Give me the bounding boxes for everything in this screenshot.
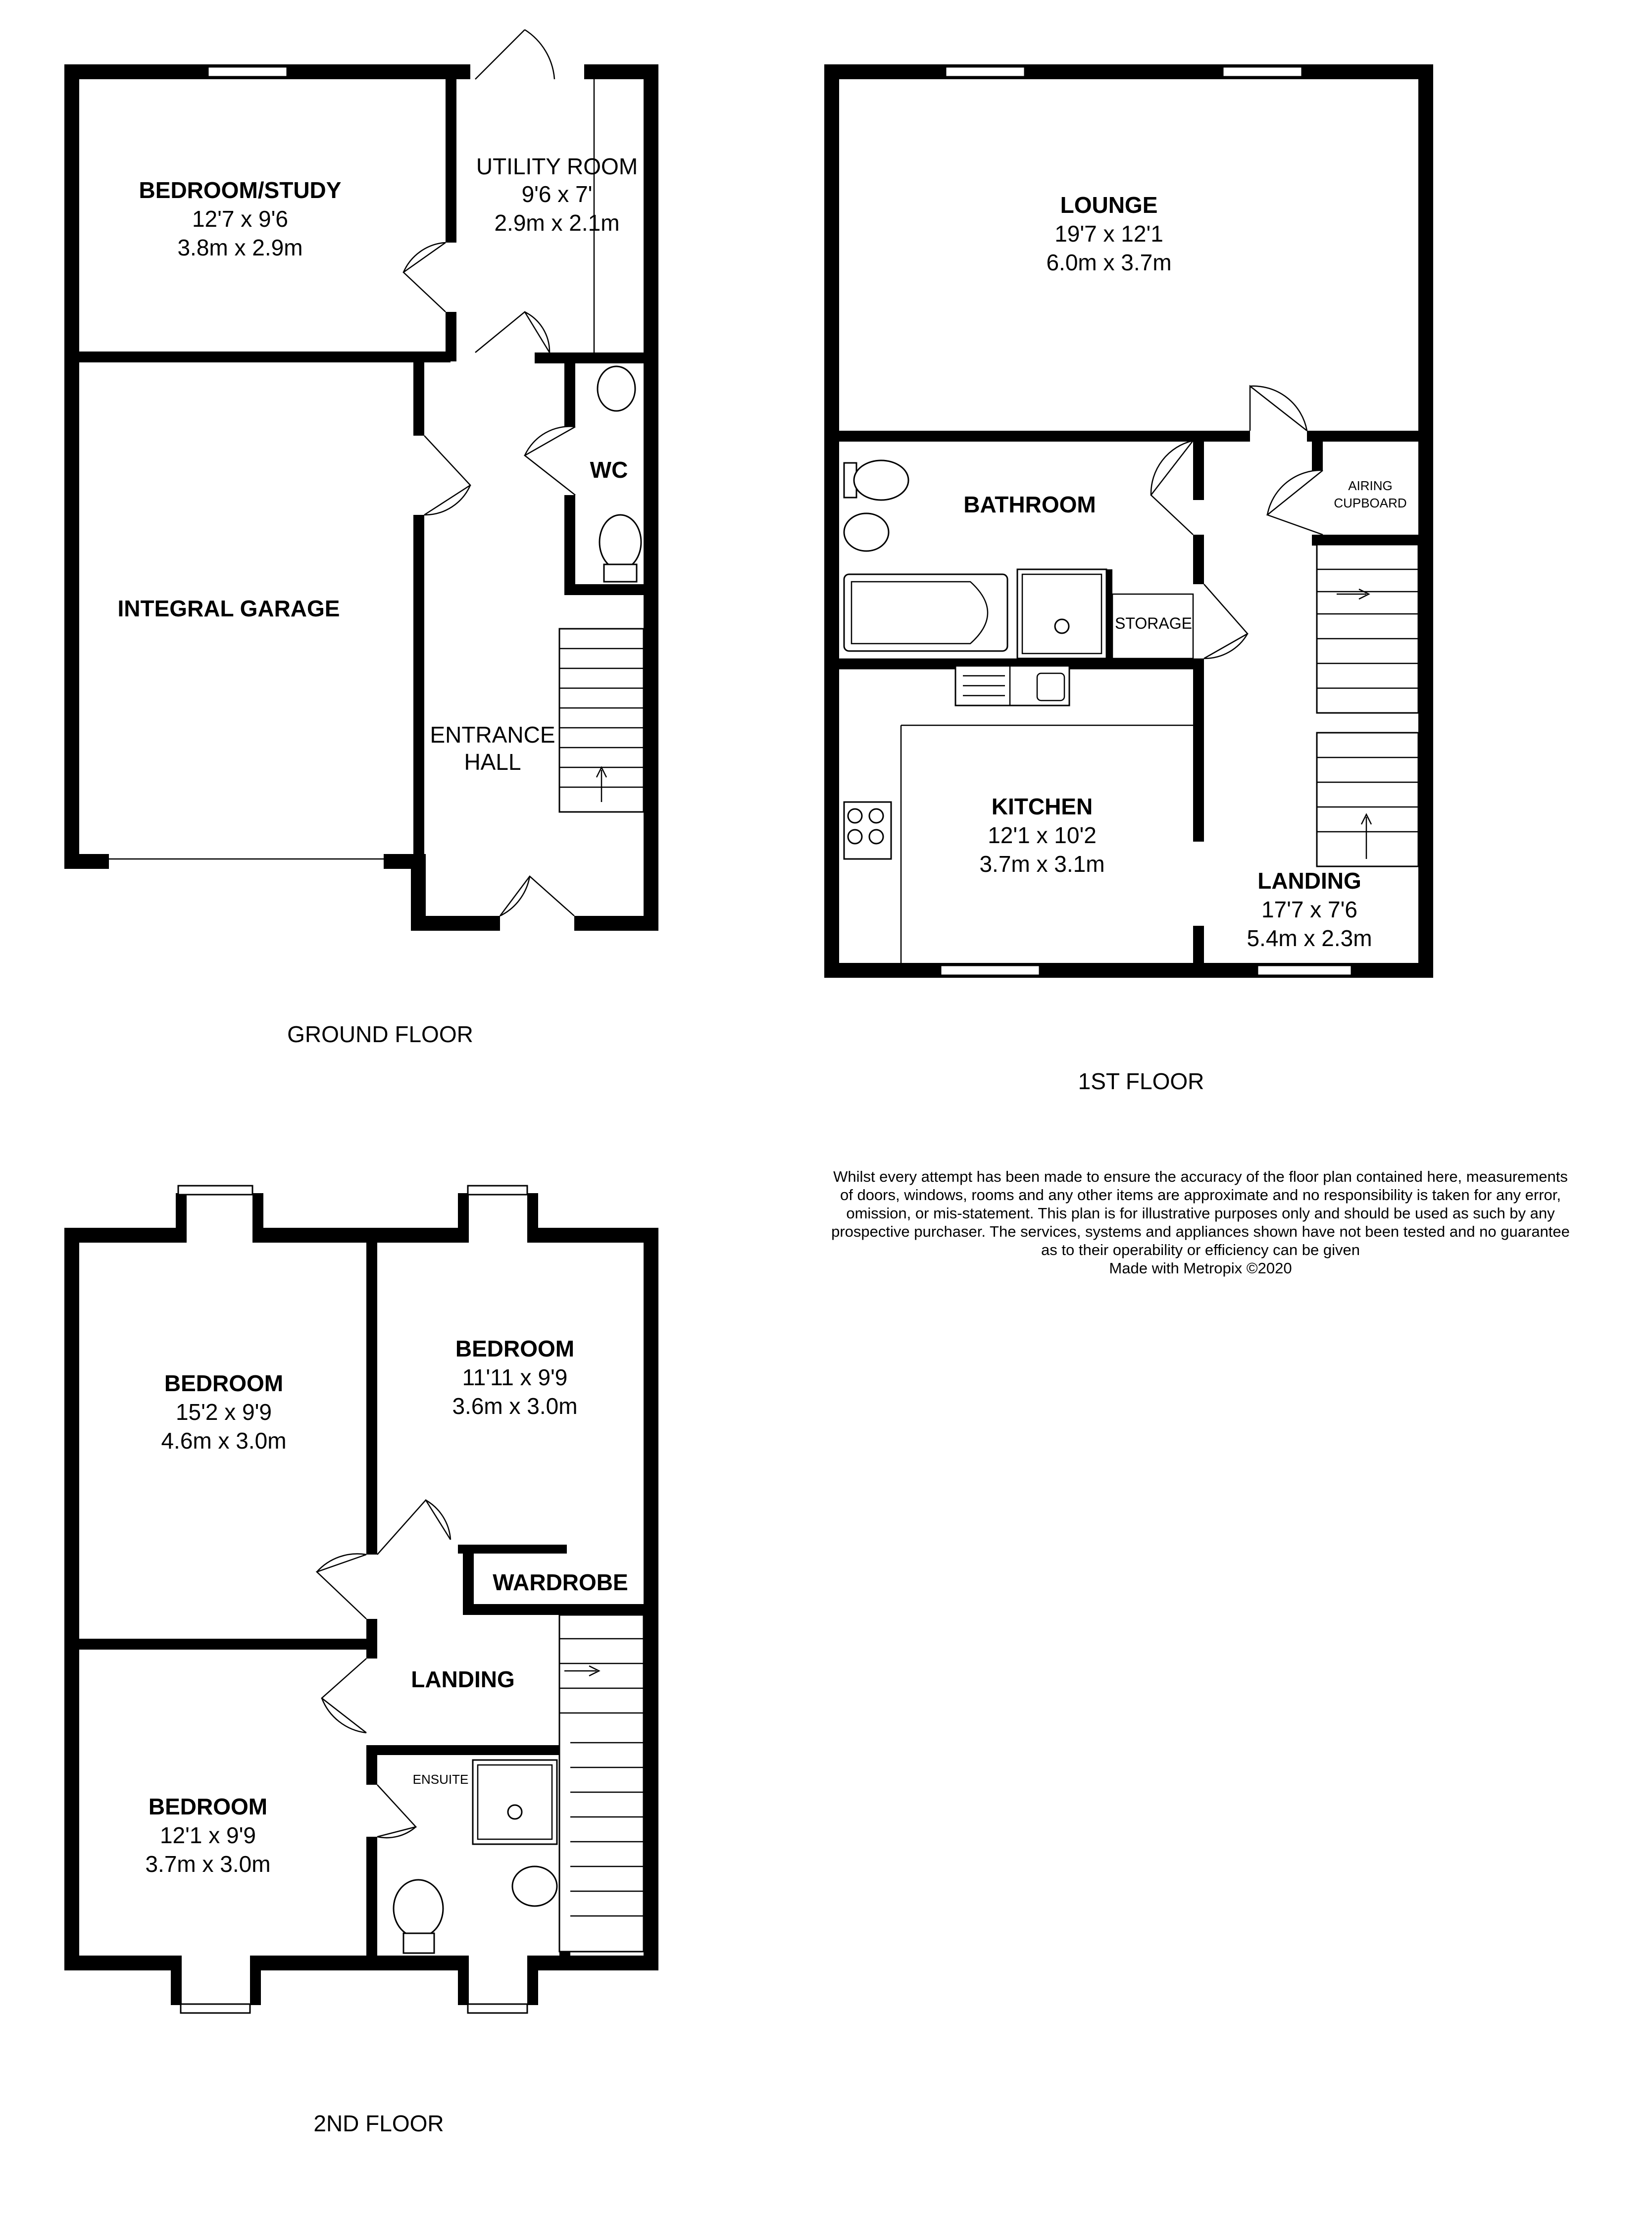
ff-airing-cupboard-line2: CUPBOARD [1334,496,1407,510]
gf-stairs [559,629,644,812]
gf-wall-bottom-left [411,916,500,931]
gf-wc-name: WC [590,457,628,483]
gf-wc-cistern [604,564,637,582]
sf-wall-ensuite-top [366,1745,564,1755]
gf-wc-basin [598,366,635,411]
gf-utility-room-name: UTILITY ROOM [476,153,638,179]
sf-wall-wardrobe-bottom [463,1604,644,1615]
ff-wall-right [1418,64,1433,978]
gf-wall-garage-hall-low [413,515,424,861]
sf-stairs [559,1615,644,1952]
ff-airing-cupboard-line1: AIRING [1348,478,1393,493]
sf-ensuite-name: ENSUITE [412,1772,469,1787]
sf-wall-left [64,1228,79,1970]
gf-wall-wc-left-top [564,352,575,427]
sf-wall-wardrobe-box [463,1545,474,1609]
ff-wall-top [824,64,1433,79]
ff-window-lounge-right [1223,67,1302,77]
sf-bay-right-top-wall [458,1193,469,1243]
gf-window-study [208,67,287,77]
sf-landing-name: LANDING [411,1666,515,1692]
ff-door-lounge [1250,386,1307,431]
ff-window-lounge-left [946,67,1025,77]
sf-wall-bed-divider [366,1243,377,1555]
sf-bedroom-right-metric: 3.6m x 3.0m [452,1393,578,1419]
disclaimer-line-3: omission, or mis-statement. This plan is for illustrative purposes only and should be used as such by any [846,1205,1555,1222]
sf-wall-right [644,1228,658,1970]
ff-window-landing [1257,965,1352,975]
sf-bedroom-bottom-name: BEDROOM [148,1794,268,1819]
ff-wall-kitchen-right-low [1193,926,1204,965]
sf-door-bedroom-left [317,1554,366,1619]
sf-wall-top-left [64,1228,178,1243]
sf-window-bay-left [178,1186,252,1195]
ff-stairs [1317,545,1418,866]
sf-door-bedroom-bottom [322,1659,366,1733]
ff-lounge-imperial: 19'7 x 12'1 [1054,221,1163,247]
gf-wall-left [64,64,79,869]
ff-wall-bath-right [1193,436,1204,500]
gf-wall-wc-left-low [564,495,575,594]
ff-wall-airing-left [1312,441,1323,470]
sf-wall-top-right [527,1228,658,1243]
gf-door-wc [525,426,575,495]
ff-landing-imperial: 17'7 x 7'6 [1261,897,1358,922]
ff-door-airing [1267,470,1323,535]
sf-bedroom-right-name: BEDROOM [455,1336,575,1361]
sf-ensuite-toilet [394,1880,443,1937]
ff-door-storage [1204,584,1248,658]
disclaimer-line-2: of doors, windows, rooms and any other items are approximate and no responsibility is taken for any error, [840,1186,1561,1204]
gf-utility-room-imperial: 9'6 x 7' [521,181,593,207]
second-floor-plan [64,1186,658,2013]
sf-bedroom-left-metric: 4.6m x 3.0m [161,1428,287,1454]
ff-door-bathroom [1151,441,1193,535]
gf-door-front [500,876,574,916]
ff-shower [1017,569,1106,658]
disclaimer-block [752,1167,1649,1277]
gf-entrance-hall-line1: ENTRANCE [430,722,555,748]
sf-bay-left-top-wall [176,1193,187,1243]
ff-bath-toilet [854,460,908,500]
ff-lounge-metric: 6.0m x 3.7m [1046,250,1172,275]
ff-bathroom-name: BATHROOM [963,492,1096,517]
gf-wall-garage-hall [413,361,424,436]
gf-door-study [403,243,446,312]
sf-door-ensuite [377,1785,416,1838]
gf-door-utility-external [475,30,554,79]
ff-kitchen-name: KITCHEN [991,794,1093,819]
disclaimer-line-5: as to their operability or efficiency can be given [1041,1241,1360,1258]
ff-storage-name: STORAGE [1115,614,1192,632]
sf-wall-ensuite-left [366,1745,377,1785]
ff-kitchen-metric: 3.7m x 3.1m [979,851,1105,877]
gf-wall-study-utility [446,79,456,243]
ff-shower-drain [1055,619,1069,633]
ff-lounge-name: LOUNGE [1060,192,1158,218]
ff-wall-lounge-bottom-right [1307,431,1418,442]
sf-wall-bottom-right [527,1956,658,1970]
gf-wall-study-bottom [79,352,451,362]
ff-wall-bath-right-low [1193,535,1204,584]
gf-door-hall-utility [475,312,550,352]
gf-wall-garage-bottom-left [64,854,109,869]
sf-ensuite-shower [473,1760,557,1844]
first-floor-label: 1ST FLOOR [1078,1068,1204,1094]
disclaimer-line-4: prospective purchaser. The services, systems and appliances shown have not been tested and no guarantee [831,1223,1570,1240]
sf-bedroom-right-imperial: 11'11 x 9'9 [462,1364,568,1390]
gf-wall-wc-bottom [564,584,644,595]
sf-window-bay-bottom-right [468,2004,527,2013]
ff-wall-kitchen-right [1193,658,1204,842]
gf-door-garage [424,436,470,515]
sf-wall-top-mid [252,1228,468,1243]
gf-bedroom-study-imperial: 12'7 x 9'6 [192,206,289,232]
sf-wall-bottom-mid [250,1956,468,1970]
sf-wardrobe-name: WARDROBE [493,1569,628,1595]
ground-floor-label: GROUND FLOOR [287,1021,473,1047]
sf-door-bedroom-right [377,1500,451,1555]
disclaimer-credit: Made with Metropix ©2020 [1109,1259,1292,1277]
gf-wc-toilet [600,515,641,569]
gf-wall-study-utility-low [446,312,456,361]
sf-bedroom-bottom-metric: 3.7m x 3.0m [145,1851,271,1877]
ff-window-kitchen [941,965,1040,975]
sf-bay-bottom-left-wall [171,1956,182,2005]
gf-bedroom-study-metric: 3.8m x 2.9m [177,235,303,260]
sf-bedroom-bottom-imperial: 12'1 x 9'9 [159,1822,256,1848]
sf-wall-ensuite-left-low [366,1837,377,1961]
sf-ensuite-basin [512,1866,557,1906]
ff-wall-left [824,64,839,978]
ff-landing-name: LANDING [1257,868,1361,894]
ff-bathtub [844,574,1007,651]
ff-landing-metric: 5.4m x 2.3m [1247,925,1372,951]
sf-window-bay-bottom-left [181,2004,250,2013]
sf-wall-bedroom-left-bottom [79,1639,376,1650]
sf-bay-bottom-right-wall [458,1956,469,2005]
sf-window-bay-right [468,1186,527,1195]
sf-bedroom-left-imperial: 15'2 x 9'9 [175,1399,272,1425]
gf-utility-room-metric: 2.9m x 2.1m [494,210,620,236]
sf-bedroom-left-name: BEDROOM [164,1370,284,1396]
gf-bedroom-study-name: BEDROOM/STUDY [139,177,342,203]
room-labels [118,153,1407,2136]
ff-kitchen-imperial: 12'1 x 10'2 [988,822,1097,848]
disclaimer-line-1: Whilst every attempt has been made to ensure the accuracy of the floor plan contained here, measurements [833,1168,1568,1185]
ff-bath-basin [844,513,889,551]
gf-entrance-hall-line2: HALL [464,749,521,775]
ff-wall-lounge-bottom-left [839,431,1250,442]
sf-ensuite-cistern [403,1933,434,1953]
gf-wall-right [644,64,658,931]
gf-wall-utility-bottom-right [535,352,644,363]
sf-wall-bottom-left [64,1956,178,1970]
gf-integral-garage-name: INTEGRAL GARAGE [117,596,340,621]
sf-wall-wardrobe-top [458,1545,567,1554]
second-floor-label: 2ND FLOOR [313,2111,444,2136]
